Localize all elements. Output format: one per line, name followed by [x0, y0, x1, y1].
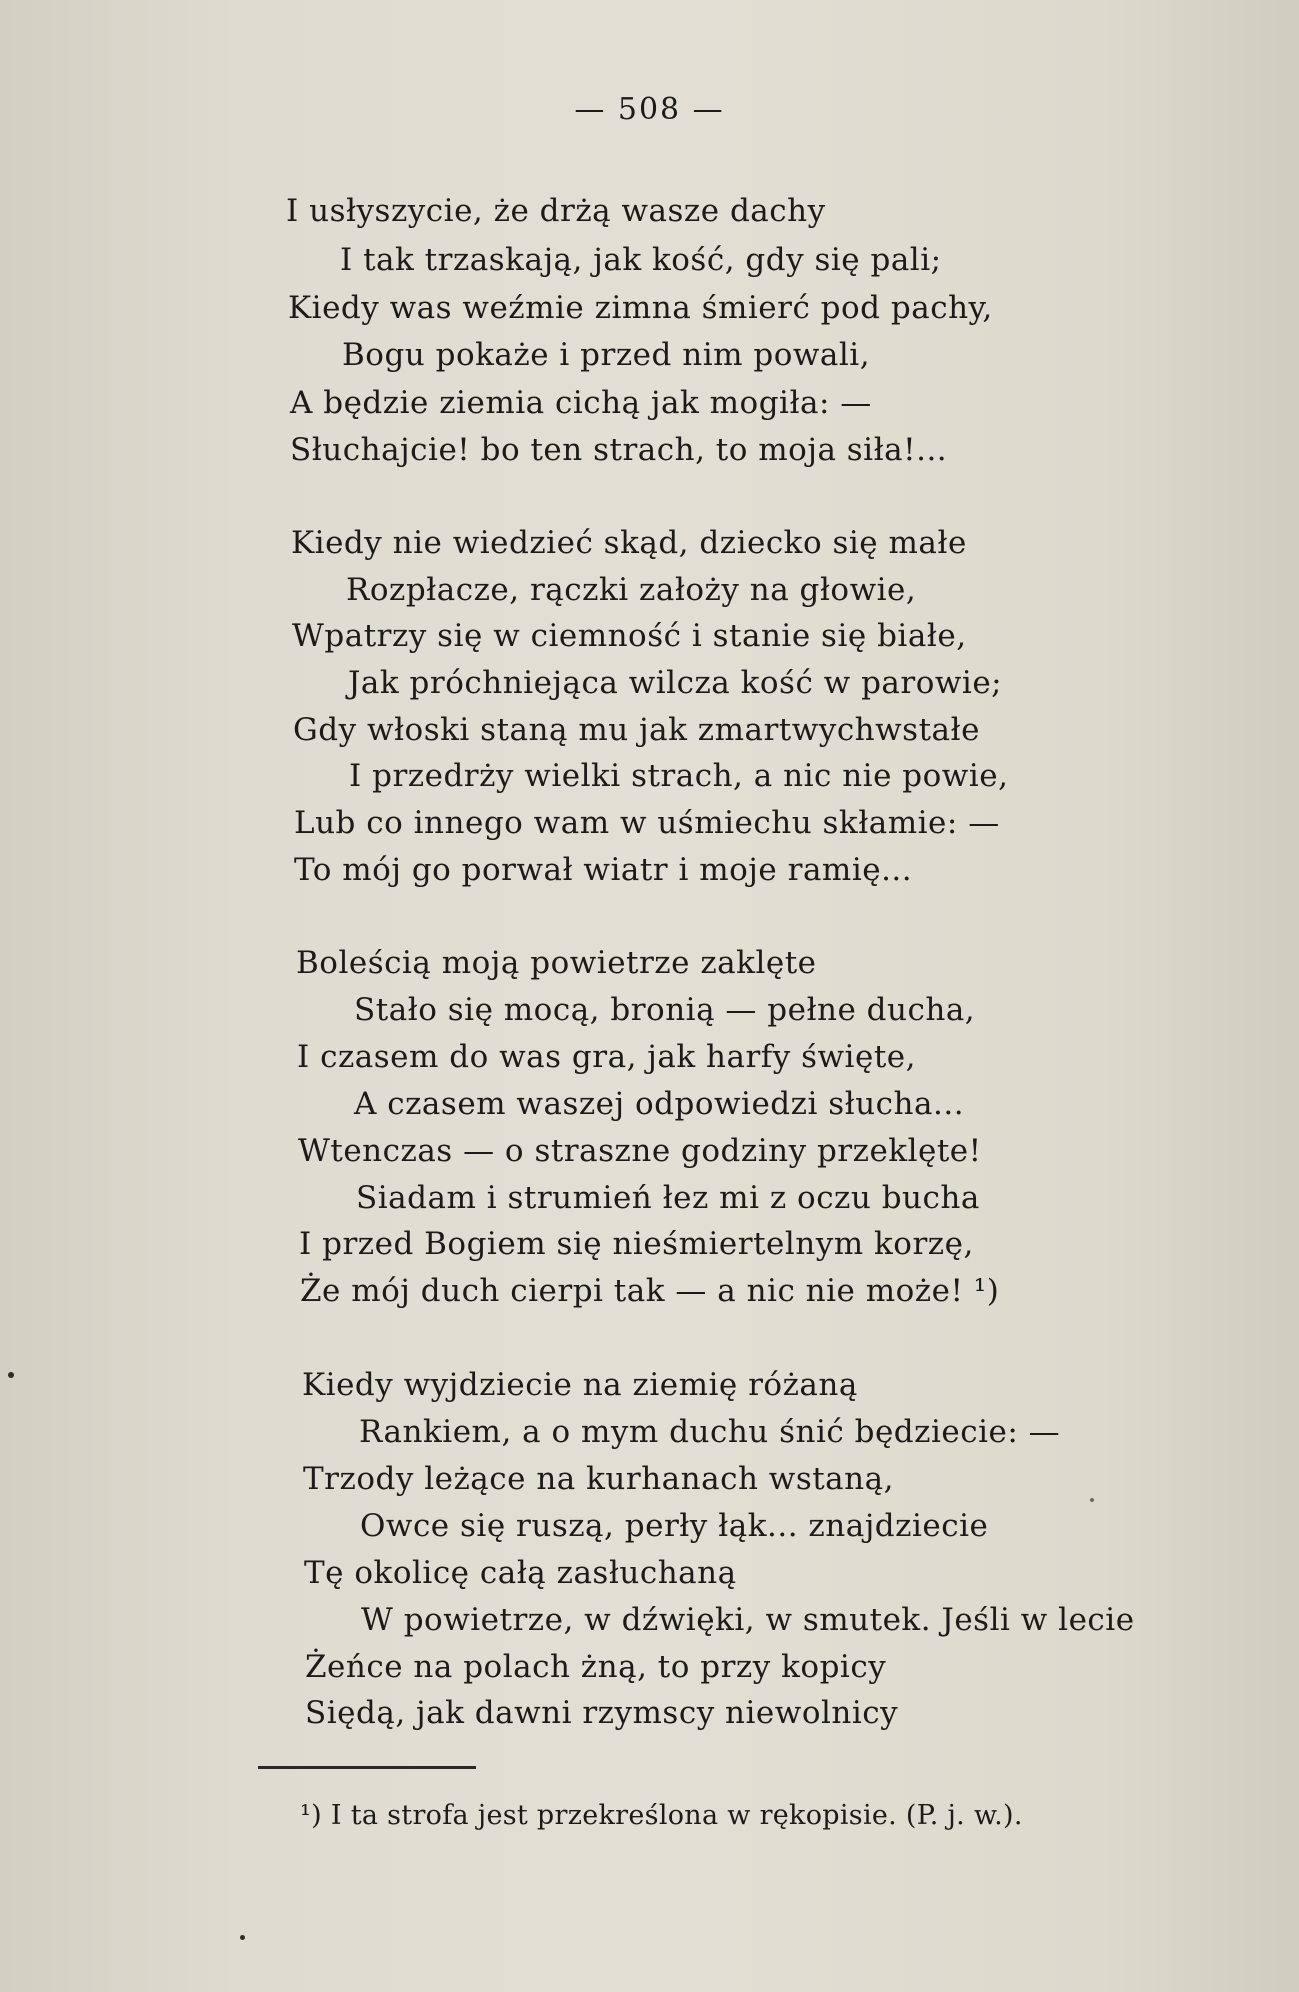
verse-line: Kiedy nie wiedzieć skąd, dziecko się małe — [291, 525, 967, 561]
footnote-divider — [258, 1766, 476, 1769]
verse-line: To mój go porwał wiatr i moje ramię... — [294, 852, 913, 888]
footnote-text: I ta strofa jest przekreślona w rękopisie. (P. j. w.). — [330, 1800, 1023, 1831]
verse-line: Kiedy was weźmie zimna śmierć pod pachy, — [288, 290, 993, 326]
verse-line: I przedrży wielki strach, a nic nie powie, — [349, 758, 1009, 794]
verse-line: I usłyszycie, że drżą wasze dachy — [286, 193, 826, 229]
verse-line: Trzody leżące na kurhanach wstaną, — [303, 1461, 894, 1497]
paper-speck — [240, 1935, 245, 1940]
verse-line: A czasem waszej odpowiedzi słucha... — [354, 1086, 965, 1122]
verse-line: Siadam i strumień łez mi z oczu bucha — [356, 1180, 980, 1216]
footnote — [300, 1800, 1023, 1831]
verse-line: Kiedy wyjdziecie na ziemię różaną — [302, 1367, 858, 1403]
verse-line: Żeńce na polach żną, to przy kopicy — [305, 1649, 887, 1685]
verse-line: Tę okolicę całą zasłuchaną — [304, 1555, 737, 1591]
paper-speck — [1090, 1498, 1094, 1502]
verse-line: Wpatrzy się w ciemność i stanie się białe, — [292, 618, 967, 654]
verse-line: Siędą, jak dawni rzymscy niewolnicy — [305, 1695, 899, 1731]
page-number: — 508 — — [574, 92, 725, 127]
verse-line: Gdy włoski staną mu jak zmartwychwstałe — [293, 712, 980, 748]
verse-line: I przed Bogiem się nieśmiertelnym korzę, — [299, 1226, 974, 1262]
verse-line: Boleścią moją powietrze zaklęte — [296, 945, 817, 981]
verse-line: A będzie ziemia cichą jak mogiła: — — [290, 385, 872, 421]
verse-line: Jak próchniejąca wilcza kość w parowie; — [348, 665, 1003, 701]
verse-line: I czasem do was gra, jak harfy święte, — [297, 1039, 916, 1075]
verse-line: Rankiem, a o mym duchu śnić będziecie: — — [359, 1414, 1061, 1450]
verse-line: Słuchajcie! bo ten strach, to moja siła!... — [290, 432, 948, 468]
verse-line: Owce się ruszą, perły łąk... znajdziecie — [360, 1508, 989, 1544]
verse-line: Lub co innego wam w uśmiechu skłamie: — — [294, 805, 1000, 841]
verse-line: Wtenczas — o straszne godziny przeklęte! — [298, 1133, 982, 1169]
verse-line: I tak trzaskają, jak kość, gdy się pali; — [340, 242, 942, 278]
footnote-marker: ¹) — [300, 1800, 322, 1831]
verse-line: Rozpłacze, rączki założy na głowie, — [346, 572, 917, 608]
verse-line: Bogu pokaże i przed nim powali, — [342, 337, 871, 373]
verse-line: W powietrze, w dźwięki, w smutek. Jeśli w lecie — [361, 1602, 1135, 1638]
paper-speck — [8, 1372, 14, 1378]
verse-line: Że mój duch cierpi tak — a nic nie może! ¹) — [300, 1273, 1000, 1309]
verse-line: Stało się mocą, bronią — pełne ducha, — [354, 992, 976, 1028]
